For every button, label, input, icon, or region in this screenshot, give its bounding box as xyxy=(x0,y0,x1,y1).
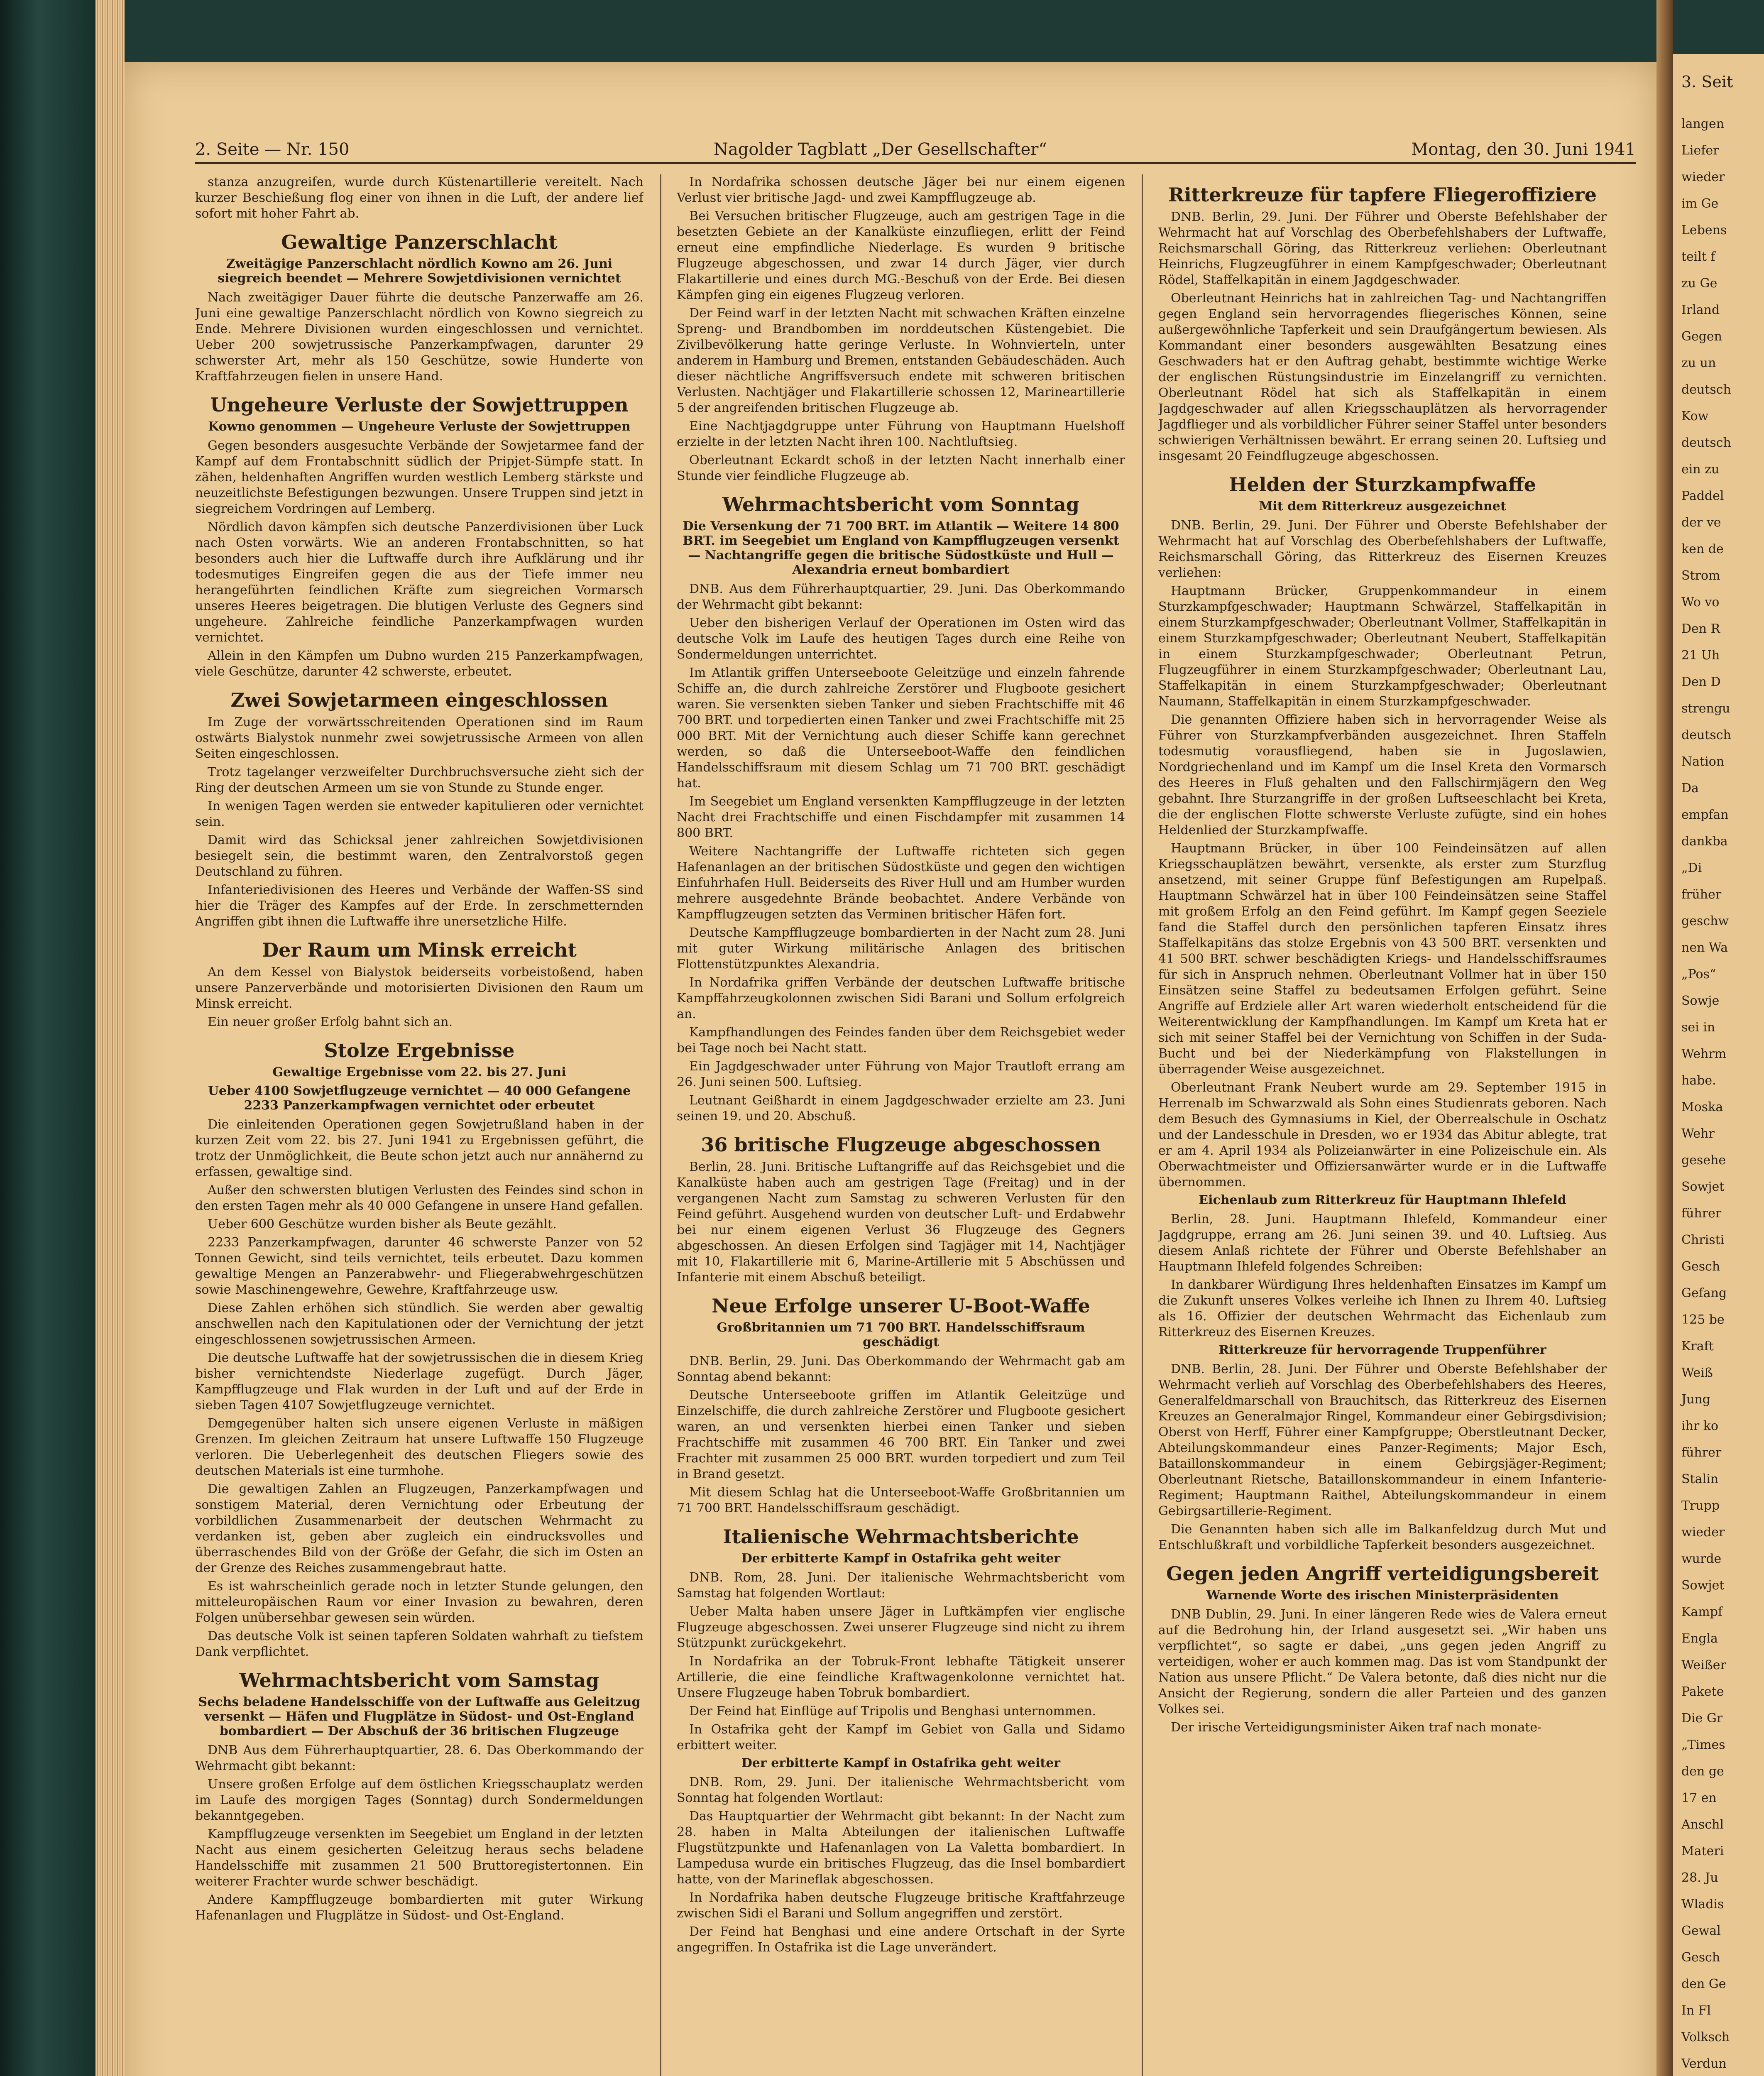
article-paragraph: An dem Kessel von Bialystok beiderseits vorbeistoßend, haben unsere Panzerverbände und motorisierten Divisionen den Raum um Minsk erreicht. xyxy=(195,965,643,1011)
facing-page-line: Sowjet xyxy=(1681,1578,1725,1593)
facing-page-line: Strom xyxy=(1681,568,1720,583)
article-paragraph: Allein in den Kämpfen um Dubno wurden 215 Panzerkampfwagen, viele Geschütze, darunter 42 schwerste, erbeutet. xyxy=(195,649,643,679)
article-paragraph: Nördlich davon kämpfen sich deutsche Panzerdivisionen über Luck nach Osten vorwärts. Wie an anderen Frontabschnitten, so hat besonders auch hier die Luftwaffe durch ihre Aufklärung und ihr todesmutiges Eingreifen gegen die aus der Tiefe immer neu herangeführten feindlichen Kräfte zum siegreichen Vormarsch unseres Heeres beigetragen. Die blutigen Verluste des Gegners sind ungeheure. Zahlreiche feindliche Panzerkampfwagen wurden vernichtet. xyxy=(195,520,643,645)
article-paragraph: Berlin, 28. Juni. Hauptmann Ihlefeld, Kommandeur einer Jagdgruppe, errang am 26. Juni seinen 39. und 40. Luftsieg. Aus diesem Anlaß richtete der Führer und Oberste Befehlshaber an Hauptmann Ihlefeld folgendes Schreiben: xyxy=(1158,1212,1607,1274)
article-subheadline: Eichenlaub zum Ritterkreuz für Hauptmann Ihlefeld xyxy=(1199,1193,1566,1207)
article-subheadline: Ueber 4100 Sowjetflugzeuge vernichtet — 40 000 Gefangene 2233 Panzerkampfwagen vernichtet oder erbeutet xyxy=(208,1084,631,1113)
article-subheadline: Ritterkreuze für hervorragende Truppenführer xyxy=(1218,1343,1546,1357)
article-paragraph: Deutsche Kampfflugzeuge bombardierten in der Nacht zum 28. Juni mit guter Wirkung militärische Anlagen des britischen Flottenstützpunktes Alexandria. xyxy=(677,925,1125,972)
article-paragraph: In Nordafrika griffen Verbände der deutschen Luftwaffe britische Kampffahrzeugkolonnen zwischen Sidi Barani und Sollum erfolgreich an. xyxy=(677,975,1125,1021)
article-subheadline: Der erbitterte Kampf in Ostafrika geht weiter xyxy=(741,1756,1061,1770)
article-paragraph: stanza anzugreifen, wurde durch Küstenartillerie vereitelt. Nach kurzer Beschießung flog einer von ihnen in die Luft, der andere lief sofort mit hoher Fahrt ab. xyxy=(195,175,643,221)
article-paragraph: Nach zweitägiger Dauer führte die deutsche Panzerwaffe am 26. Juni eine gewaltige Panzerschlacht nördlich von Kowno siegreich zu Ende. Mehrere Divisionen wurden eingeschlossen und vernichtet. Ueber 200 sowjetrussische Panzerkampfwagen, darunter 29 schwerster Art, mehr als 150 Geschütze, sowie Hunderte von Kraftfahrzeugen fielen in unsere Hand. xyxy=(195,290,643,384)
facing-page-line: Gesch xyxy=(1681,1259,1720,1274)
facing-page-line: Nation xyxy=(1681,754,1725,769)
facing-page-line: 125 be xyxy=(1681,1312,1725,1327)
article-paragraph: Ueber 600 Geschütze wurden bisher als Beute gezählt. xyxy=(208,1217,557,1231)
article-headline: Wehrmachtsbericht vom Samstag xyxy=(239,1669,599,1692)
article-paragraph: Ein neuer großer Erfolg bahnt sich an. xyxy=(208,1015,453,1029)
facing-page-line: gesehe xyxy=(1681,1153,1726,1168)
article-paragraph: Ein Jagdgeschwader unter Führung von Major Trautloft errang am 26. Juni seinen 500. Luftsieg. xyxy=(677,1059,1125,1089)
facing-page-line: Kow xyxy=(1681,409,1709,424)
facing-page-line: Liefer xyxy=(1681,143,1719,158)
column-3 xyxy=(1158,174,1607,2076)
article-paragraph: Im Zuge der vorwärtsschreitenden Operationen sind im Raum ostwärts Bialystok nunmehr zwei sowjetrussische Armeen von allen Seiten eingeschlossen. xyxy=(195,715,643,761)
article-headline: Ritterkreuze für tapfere Fliegeroffiziere xyxy=(1168,184,1597,206)
article-headline: Italienische Wehrmachtsberichte xyxy=(723,1525,1079,1548)
article-headline: Ungeheure Verluste der Sowjettruppen xyxy=(210,394,629,416)
article-paragraph: DNB. Aus dem Führerhauptquartier, 29. Juni. Das Oberkommando der Wehrmacht gibt bekannt: xyxy=(677,582,1125,612)
page-header xyxy=(195,137,1636,164)
article-paragraph: Der Feind hat Benghasi und eine andere Ortschaft in der Syrte angegriffen. In Ostafrika ist die Lage unverändert. xyxy=(677,1924,1125,1955)
article-paragraph: In Ostafrika geht der Kampf im Gebiet von Galla und Sidamo erbittert weiter. xyxy=(677,1722,1125,1753)
column-rule xyxy=(660,174,661,2076)
article-paragraph: Die einleitenden Operationen gegen Sowjetrußland haben in der kurzen Zeit vom 22. bis 27. Juni 1941 zu Ergebnissen geführt, die trotz der Unmöglichkeit, die Beute schon jetzt auch nur annähernd zu erfassen, gewaltige sind. xyxy=(195,1117,643,1179)
article-paragraph: Deutsche Unterseeboote griffen im Atlantik Geleitzüge und Einzelschiffe, die durch zahlreiche Zerstörer und Flugboote gesichert waren, an und versenkten hierbei einen Tanker und sieben Frachtschiffe mit zusammen 46 700 BRT. Ein Tanker und zwei Frachter mit zusammen 25 000 BRT. wurden torpediert und zum Teil in Brand gesetzt. xyxy=(677,1388,1125,1481)
facing-page-line: Den R xyxy=(1681,622,1720,636)
article-headline: Der Raum um Minsk erreicht xyxy=(262,939,577,961)
facing-page-line: Gewal xyxy=(1681,1924,1721,1938)
issue-date: Montag, den 30. Juni 1941 xyxy=(1411,140,1636,159)
facing-page-line: 17 en xyxy=(1681,1791,1717,1805)
facing-page-line: Kampf xyxy=(1681,1605,1723,1619)
facing-page-line: Den D xyxy=(1681,675,1721,689)
article-paragraph: Gegen besonders ausgesuchte Verbände der Sowjetarmee fand der Kampf auf dem Frontabschnitt südlich der Pripjet-Sümpfe statt. In zähen, heldenhaften Angriffen wurden westlich Lemberg stärkste und neuzeitlichste Befestigungen bezwungen. Unsere Truppen sind jetzt in siegreichem Vordringen auf Lemberg. xyxy=(195,438,643,516)
article-headline: Gegen jeden Angriff verteidigungsbereit xyxy=(1166,1562,1599,1585)
article-headline: Wehrmachtsbericht vom Sonntag xyxy=(722,493,1079,516)
column-1 xyxy=(195,174,643,2076)
facing-page-line: der ve xyxy=(1681,515,1721,530)
article-headline: 36 britische Flugzeuge abgeschossen xyxy=(701,1133,1101,1156)
article-subheadline: Warnende Worte des irischen Ministerpräsidenten xyxy=(1206,1588,1559,1603)
article-paragraph: DNB. Rom, 28. Juni. Der italienische Wehrmachtsbericht vom Samstag hat folgenden Wortlaut: xyxy=(677,1570,1125,1601)
article-paragraph: Die gewaltigen Zahlen an Flugzeugen, Panzerkampfwagen und sonstigem Material, deren Vernichtung oder Erbeutung der vorbildlichen Zusammenarbeit der deutschen Wehrmacht zu verdanken ist, geben aber zugleich ein eindrucksvolles und überraschendes Bild von der Größe der Gefahr, die sich im Osten an der Grenze des Reiches zusammengebraut hatte. xyxy=(195,1482,643,1575)
article-paragraph: Eine Nachtjagdgruppe unter Führung von Hauptmann Huelshoff erzielte in der letzten Nacht ihren 100. Nachtluftsieg. xyxy=(677,419,1125,449)
article-paragraph: Mit diesem Schlag hat die Unterseeboot-Waffe Großbritannien um 71 700 BRT. Handelsschiffsraum geschädigt. xyxy=(677,1485,1125,1515)
facing-page-line: wieder xyxy=(1681,170,1725,184)
article-subheadline: Sechs beladene Handelsschiffe von der Luftwaffe aus Geleitzug versenkt — Häfen und Flugplätze in Südost- und Ost-England bombardiert — Der Abschuß der 36 britischen Flugzeuge xyxy=(198,1695,641,1738)
book-binding xyxy=(0,0,95,2076)
article-paragraph: Andere Kampfflugzeuge bombardierten mit guter Wirkung Hafenanlagen und Flugplätze in Südost- und Ost-England. xyxy=(195,1892,643,1923)
facing-page-line: Materi xyxy=(1681,1844,1724,1858)
facing-page-line: ein zu xyxy=(1681,462,1720,477)
facing-page-line: den Ge xyxy=(1681,1977,1726,1991)
facing-page-line: Wehr xyxy=(1681,1126,1715,1141)
article-paragraph: DNB. Rom, 29. Juni. Der italienische Wehrmachtsbericht vom Sonntag hat folgenden Wortlaut: xyxy=(677,1775,1125,1805)
facing-page-line: früher xyxy=(1681,887,1722,902)
article-paragraph: Trotz tagelanger verzweifelter Durchbruchsversuche zieht sich der Ring der deutschen Armeen um sie von Stunde zu Stunde enger. xyxy=(195,765,643,795)
article-paragraph: Außer den schwersten blutigen Verlusten des Feindes sind schon in den ersten Tagen mehr als 40 000 Gefangene in unsere Hand gefallen. xyxy=(195,1183,643,1213)
facing-page-line: ken de xyxy=(1681,542,1724,556)
article-paragraph: DNB Aus dem Führerhauptquartier, 28. 6. Das Oberkommando der Wehrmacht gibt bekannt: xyxy=(195,1743,643,1773)
article-paragraph: Der Feind warf in der letzten Nacht mit schwachen Kräften einzelne Spreng- und Brandbomben im norddeutschen Küstengebiet. Die Zivilbevölkerung hatte geringe Verluste. In Wohnvierteln, unter anderem in Hamburg und Bremen, entstanden Gebäudeschäden. Auch dieser nächtliche Angriffsversuch endete mit schweren britischen Verlusten. Nachtjäger und Flakartillerie schossen 12, Marineartillerie 5 der angreifenden britischen Flugzeuge ab. xyxy=(677,306,1125,415)
facing-page-line: sei in xyxy=(1681,1020,1715,1035)
article-paragraph: In Nordafrika schossen deutsche Jäger bei nur einem eigenen Verlust vier britische Jagd- und zwei Kampfflugzeuge ab. xyxy=(677,175,1125,205)
facing-page-line: Kraft xyxy=(1681,1339,1714,1354)
article-paragraph: Oberleutnant Eckardt schoß in der letzten Nacht innerhalb einer Stunde vier feindliche Flugzeuge ab. xyxy=(677,453,1125,483)
article-headline: Zwei Sowjetarmeen eingeschlossen xyxy=(230,689,608,711)
facing-page-line: deutsch xyxy=(1681,382,1731,397)
article-headline: Stolze Ergebnisse xyxy=(324,1039,515,1062)
facing-page-line: wieder xyxy=(1681,1525,1725,1540)
article-paragraph: Der irische Verteidigungsminister Aiken traf nach monate- xyxy=(1171,1720,1542,1735)
facing-page-line: ihr ko xyxy=(1681,1419,1719,1433)
facing-page-line: Moska xyxy=(1681,1100,1723,1114)
newspaper-page xyxy=(125,62,1656,2076)
facing-page-line: Sowje xyxy=(1681,994,1720,1008)
facing-page-line: führer xyxy=(1681,1206,1722,1221)
facing-page-line: Jung xyxy=(1681,1392,1710,1407)
facing-page-line: In Fl xyxy=(1681,2003,1711,2018)
facing-page-line: Da xyxy=(1681,781,1699,796)
facing-page-line: dankba xyxy=(1681,834,1728,849)
article-paragraph: In dankbarer Würdigung Ihres heldenhaften Einsatzes im Kampf um die Zukunft unseres Volkes verleihe ich Ihnen zu Ihrem 40. Luftsieg als 16. Offizier der deutschen Wehrmacht das Eichenlaub zum Ritterkreuz des Eisernen Kreuzes. xyxy=(1158,1278,1607,1339)
facing-page-line: deutsch xyxy=(1681,728,1731,742)
facing-page-line: langen xyxy=(1681,117,1725,131)
article-paragraph: Damit wird das Schicksal jener zahlreichen Sowjetdivisionen besiegelt sein, die bestimmt waren, den Zentralvorstoß gegen Deutschland zu führen. xyxy=(195,833,643,879)
article-headline: Neue Erfolge unserer U-Boot-Waffe xyxy=(712,1295,1090,1317)
article-paragraph: Es ist wahrscheinlich gerade noch in letzter Stunde gelungen, den mitteleuropäischen Raum vor einer Invasion zu bewahren, deren Folgen unübersehbar gewesen sein würden. xyxy=(195,1579,643,1625)
facing-page-line: Anschl xyxy=(1681,1817,1724,1832)
article-headline: Helden der Sturzkampfwaffe xyxy=(1229,473,1536,496)
article-paragraph: Ueber Malta haben unsere Jäger in Luftkämpfen vier englische Flugzeuge abgeschossen. Zwei unserer Flugzeuge sind nicht zu ihrem Stützpunkt zurückgekehrt. xyxy=(677,1604,1125,1650)
facing-page-line: wurde xyxy=(1681,1552,1722,1566)
article-paragraph: Demgegenüber halten sich unsere eigenen Verluste in mäßigen Grenzen. Im gleichen Zeitraum hat unsere Luftwaffe 150 Flugzeuge verloren. Die Ueberlegenheit des deutschen Fliegers sowie des deutschen Materials ist eine turmhohe. xyxy=(195,1416,643,1478)
facing-page-line: „Pos“ xyxy=(1681,967,1716,982)
facing-page-line: Christi xyxy=(1681,1233,1725,1247)
facing-page-line: Gesch xyxy=(1681,1950,1720,1965)
facing-page-line: Weiß xyxy=(1681,1366,1713,1380)
facing-page xyxy=(1673,54,1764,2076)
article-paragraph: Infanteriedivisionen des Heeres und Verbände der Waffen-SS sind hier die Träger des Kampfes auf der Erde. In zerschmetternden Angriffen gibt ihnen die Luftwaffe ihre unersetzliche Hilfe. xyxy=(195,883,643,929)
article-subheadline: Großbritannien um 71 700 BRT. Handelsschiffsraum geschädigt xyxy=(717,1320,1085,1349)
facing-page-line: zu un xyxy=(1681,356,1716,370)
article-paragraph: Im Atlantik griffen Unterseeboote Geleitzüge und einzeln fahrende Schiffe an, die durch zahlreiche Zerstörer und Flugboote gesichert waren. Sie versenkten sieben Tanker und sieben Frachtschiffe mit 46 700 BRT. und torpedierten einen Tanker und zwei Frachtschiffe mit 25 000 BRT. Mit der Vernichtung auch dieser Schiffe kann gerechnet werden, so daß die Unterseeboot-Waffe den feindlichen Handelsschiffsraum mit diesem Schlag um 71 700 BRT. geschädigt hat. xyxy=(677,666,1125,791)
article-subheadline: Zweitägige Panzerschlacht nördlich Kowno am 26. Juni siegreich beendet — Mehrere Sowjetdivisionen vernichtet xyxy=(218,257,621,286)
facing-page-line: Wo vo xyxy=(1681,595,1720,610)
facing-page-line: „Di xyxy=(1681,861,1702,875)
facing-page-line: Wladis xyxy=(1681,1897,1724,1912)
article-paragraph: Diese Zahlen erhöhen sich stündlich. Sie werden aber gewaltig anschwellen nach den Kapitulationen oder der Vernichtung der jetzt eingeschlossenen sowjetrussischen Armeen. xyxy=(195,1301,643,1347)
article-paragraph: Die genannten Offiziere haben sich in hervorragender Weise als Führer von Sturzkampfverbänden ausgezeichnet. Ihren Staffeln todesmutig vorausfliegend, haben sie in Jugoslawien, Nordgriechenland und im Kampf um die Insel Kreta den Vormarsch des Heeres in Fluß gehalten und den Fallschirmjägern den Weg gebahnt. Ihre Sturzangriffe in der großen Luftseeschlacht bei Kreta, die der englischen Flotte schwerste Verluste zufügte, sind ein hohes Heldenlied der Sturzkampfwaffe. xyxy=(1158,712,1607,837)
article-paragraph: Bei Versuchen britischer Flugzeuge, auch am gestrigen Tage in die besetzten Gebiete an der Kanalküste einzufliegen, erlitt der Feind erneut eine empfindliche Niederlage. Es wurden 9 britische Flugzeuge abgeschossen, und zwar 14 durch Jäger, vier durch Flakartillerie und eines durch MG.-Beschuß von der Erde. Bei diesen Kämpfen ging ein eigenes Flugzeug verloren. xyxy=(677,209,1125,302)
article-paragraph: In Nordafrika haben deutsche Flugzeuge britische Kraftfahrzeuge zwischen Sidi el Barani und Sollum angegriffen und zerstört. xyxy=(677,1890,1125,1921)
facing-page-line: teilt f xyxy=(1681,250,1715,264)
facing-page-line: Paddel xyxy=(1681,489,1724,503)
facing-page-line: geschw xyxy=(1681,914,1729,928)
article-paragraph: Kampfhandlungen des Feindes fanden über dem Reichsgebiet weder bei Tage noch bei Nacht statt. xyxy=(677,1025,1125,1055)
facing-page-line: Pakete xyxy=(1681,1684,1724,1699)
article-paragraph: Berlin, 28. Juni. Britische Luftangriffe auf das Reichsgebiet und die Kanalküste haben auch am gestrigen Tage (Freitag) und in der vergangenen Nacht zum Samstag zu schweren Verlusten für den Feind geführt. Ausgehend wurden von deutscher Luft- und Erdabwehr bei nur einem eigenen Verlust 36 Flugzeuge des Gegners abgeschossen. An diesen Erfolgen sind Tagjäger mit 14, Nachtjäger mit 10, Flakartillerie mit 6, Marine-Artillerie mit 5 Abschüssen und Infanterie mit einem Abschuß beteiligt. xyxy=(677,1160,1125,1285)
facing-page-line: 21 Uh xyxy=(1681,648,1720,663)
column-rule xyxy=(1142,174,1143,2076)
book-gutter xyxy=(1656,0,1673,2076)
article-paragraph: Leutnant Geißhardt in einem Jagdgeschwader erzielte am 23. Juni seinen 19. und 20. Abschuß. xyxy=(677,1093,1125,1124)
newspaper-title: Nagolder Tagblatt „Der Gesellschafter“ xyxy=(713,140,1047,159)
article-paragraph: 2233 Panzerkampfwagen, darunter 46 schwerste Panzer von 52 Tonnen Gewicht, sind teils vernichtet, teils erbeutet. Dazu kommen gewaltige Mengen an Panzerabwehr- und Fliegerabwehrgeschützen sowie Maschinengewehre, Gewehre, Kraftfahrzeuge usw. xyxy=(195,1235,643,1297)
facing-page-line: habe. xyxy=(1681,1073,1716,1088)
facing-page-line: Die Gr xyxy=(1681,1711,1723,1726)
article-paragraph: Das Hauptquartier der Wehrmacht gibt bekannt: In der Nacht zum 28. haben in Malta Abteilungen der italienischen Luftwaffe Flugstützpunkte und Hafenanlagen von La Valetta bombardiert. In Lampedusa wurde ein britisches Flugzeug, das die Insel bombardiert hatte, von der Marineflak abgeschossen. xyxy=(677,1809,1125,1887)
facing-page-header: 3. Seit xyxy=(1681,73,1733,91)
facing-page-line: im Ge xyxy=(1681,196,1719,211)
facing-page-line: Gegen xyxy=(1681,329,1722,344)
article-paragraph: DNB Dublin, 29. Juni. In einer längeren Rede wies de Valera erneut auf die Bedrohung hin, der Irland ausgesetzt sei. „Wir haben uns verpflichtet“, so sagte er dabei, „uns gegen jeden Angriff zu verteidigen, woher er auch kommen mag. Das ist vom Standpunkt der Nation aus unsere Pflicht.“ De Valera betonte, daß dies nicht nur die Ansicht der Regierung, sondern die aller Parteien und des ganzen Volkes sei. xyxy=(1158,1607,1607,1716)
facing-page-line: Irland xyxy=(1681,303,1720,317)
article-paragraph: In Nordafrika an der Tobruk-Front lebhafte Tätigkeit unserer Artillerie, die eine feindliche Kraftwagenkolonne vernichtet hat. Unsere Flugzeuge haben Tobruk bombardiert. xyxy=(677,1654,1125,1700)
article-paragraph: In wenigen Tagen werden sie entweder kapitulieren oder vernichtet sein. xyxy=(195,799,643,829)
facing-page-line: deutsch xyxy=(1681,436,1731,450)
facing-page-line: Verdun xyxy=(1681,2056,1727,2071)
article-paragraph: Der Feind hat Einflüge auf Tripolis und Benghasi unternommen. xyxy=(689,1704,1096,1719)
article-subheadline: Die Versenkung der 71 700 BRT. im Atlantik — Weitere 14 800 BRT. im Seegebiet um England von Kampfflugzeugen versenkt — Nachtangriffe gegen die britische Südostküste und Hull — Alexandria erneut bombardiert xyxy=(683,519,1119,577)
article-paragraph: Unsere großen Erfolge auf dem östlichen Kriegsschauplatz werden im Laufe des morgigen Tages (Sonntag) durch Sondermeldungen bekanntgegeben. xyxy=(195,1777,643,1823)
article-subheadline: Kowno genommen — Ungeheure Verluste der Sowjettruppen xyxy=(208,419,631,434)
article-paragraph: Kampfflugzeuge versenkten im Seegebiet um England in der letzten Nacht aus einem gesicherten Geleitzug heraus sechs beladene Handelsschiffe mit zusammen 21 500 Bruttoregistertonnen. Ein weiterer Frachter wurde schwer beschädigt. xyxy=(195,1827,643,1889)
page-number: 2. Seite — Nr. 150 xyxy=(195,140,350,159)
facing-page-line: 28. Ju xyxy=(1681,1870,1718,1885)
facing-page-line: Volksch xyxy=(1681,2030,1730,2044)
article-paragraph: Hauptmann Brücker, Gruppenkommandeur in einem Sturzkampfgeschwader; Hauptmann Schwärzel, Staffelkapitän in einem Sturzkampfgeschwader; Oberleutnant Vollmer, Staffelkapitän in einem Sturzkampfgeschwader; Oberleutnant Neubert, Staffelkapitän in einem Sturzkampfgeschwader; Oberleutnant Petrun, Flugzeugführer in einem Sturzkampfgeschwader; Oberleutnant Lau, Staffelkapitän in einem Sturzkampfgeschwader; Oberleutnant Naumann, Staffelkapitän in einem Sturzkampfgeschwader. xyxy=(1158,584,1607,709)
article-paragraph: DNB. Berlin, 29. Juni. Das Oberkommando der Wehrmacht gab am Sonntag abend bekannt: xyxy=(677,1354,1125,1384)
facing-page-line: Weißer xyxy=(1681,1658,1726,1672)
article-paragraph: Im Seegebiet um England versenkten Kampfflugzeuge in der letzten Nacht drei Frachtschiffe und einen Fischdampfer mit zusammen 14 800 BRT. xyxy=(677,794,1125,840)
facing-page-line: empfan xyxy=(1681,808,1729,822)
page-edges xyxy=(95,0,125,2076)
article-subheadline: Der erbitterte Kampf in Ostafrika geht weiter xyxy=(741,1551,1061,1566)
facing-page-line: Stalin xyxy=(1681,1472,1719,1486)
article-headline: Gewaltige Panzerschlacht xyxy=(281,231,558,253)
article-paragraph: Hauptmann Brücker, in über 100 Feindeinsätzen auf allen Kriegsschauplätzen bewährt, versenkte, als erster zum Sturzflug ansetzend, mit seiner Gruppe fünf Befestigungen am Rupelpaß. Hauptmann Schwärzel hat in über 100 Feindeinsätzen seine Staffel mit großem Erfolg an den Feind geführt. Im Kampf gegen Seeziele fand die Staffel durch den persönlichen tapferen Einsatz ihres Staffelkapitäns das stolze Ergebnis von 43 500 BRT. versenkten und 41 500 BRT. schwer beschädigten Kriegs- und Handelsschiffsraumes für sich in Anspruch nehmen. Oberleutnant Vollmer hat in über 150 Einsätzen seine Staffel zu bedeutsamen Erfolgen geführt. Seine Angriffe auf Erdziele aller Art waren wiederholt entscheidend für die Weiterentwicklung der Kampfhandlungen. Im Kampf um Kreta hat er sich mit seiner Staffel bei der Vernichtung von Schiffen in der Suda-Bucht und bei der Niederkämpfung von Flakstellungen in überragender Weise ausgezeichnet. xyxy=(1158,841,1607,1077)
article-paragraph: Weitere Nachtangriffe der Luftwaffe richteten sich gegen Hafenanlagen an der britischen Südostküste und gegen den wichtigen Einfuhrhafen Hull. Beiderseits des River Hull und am Humber wurden mehrere ausgedehnte Brände beobachtet. Andere Verbände von Kampfflugzeugen setzten das Verminen britischer Häfen fort. xyxy=(677,844,1125,922)
facing-page-line: führer xyxy=(1681,1445,1722,1460)
facing-page-line: nen Wa xyxy=(1681,940,1728,955)
facing-page-line: den ge xyxy=(1681,1764,1724,1779)
facing-page-line: zu Ge xyxy=(1681,276,1718,291)
article-paragraph: DNB. Berlin, 29. Juni. Der Führer und Oberste Befehlshaber der Wehrmacht hat auf Vorschlag des Oberbefehlshabers der Luftwaffe, Reichsmarschall Göring, das Ritterkreuz verliehen: Oberleutnant Heinrichs, Flugzeugführer in einem Kampfgeschwader; Oberleutnant Rödel, Staffelkapitän in einem Jagdgeschwader. xyxy=(1158,210,1607,287)
facing-page-line: Lebens xyxy=(1681,223,1727,237)
facing-page-line: Trupp xyxy=(1681,1498,1720,1513)
column-2 xyxy=(677,174,1125,2076)
article-paragraph: Oberleutnant Heinrichs hat in zahlreichen Tag- und Nachtangriffen gegen England sein hervorragendes fliegerisches Können, seine außergewöhnliche Tapferkeit und sein Draufgängertum bewiesen. Als Kommandant einer besonders ausgewählten Besatzung eines Geschwaders hat er den Auftrag gehabt, bestimmte wichtige Werke der englischen Rüstungsindustrie im Einzelangriff zu vernichten. Oberleutnant Rödel hat sich als Staffelkapitän in einem Jagdgeschwader auf allen Kriegsschauplätzen als hervorragender Jagdflieger und als vorbildlicher Führer seiner Staffel unter besonders schwierigen Verhältnissen bewährt. Er errang seinen 20. Luftsieg und insgesamt 20 Feindflugzeuge abgeschossen. xyxy=(1158,291,1607,463)
facing-page-line: Wehrm xyxy=(1681,1047,1727,1061)
facing-page-line: Gefang xyxy=(1681,1286,1727,1300)
facing-page-line: Sowjet xyxy=(1681,1180,1725,1194)
article-paragraph: DNB. Berlin, 29. Juni. Der Führer und Oberste Befehlshaber der Wehrmacht hat auf Vorschlag des Oberbefehlshabers der Luftwaffe, Reichsmarschall Göring, das Ritterkreuz des Eisernen Kreuzes verliehen: xyxy=(1158,518,1607,580)
article-paragraph: Ueber den bisherigen Verlauf der Operationen im Osten wird das deutsche Volk im Laufe des heutigen Tages durch eine Reihe von Sondermeldungen unterrichtet. xyxy=(677,616,1125,662)
facing-page-line: Engla xyxy=(1681,1631,1718,1646)
article-subheadline: Mit dem Ritterkreuz ausgezeichnet xyxy=(1259,499,1506,514)
facing-page-line: „Times xyxy=(1681,1738,1725,1752)
article-paragraph: Oberleutnant Frank Neubert wurde am 29. September 1915 in Herrenalb im Schwarzwald als Sohn eines Studienrats geboren. Nach dem Besuch des Gymnasiums in Kiel, der Oberrealschule in Oschatz und der Landesschule in Dresden, wo er 1934 das Abitur ablegte, trat er am 4. April 1934 als Polizeianwärter in eine Polizeischule ein. Als Oberwachtmeister und Offiziersanwärter wurde er in die Luftwaffe übernommen. xyxy=(1158,1080,1607,1190)
article-subheadline: Gewaltige Ergebnisse vom 22. bis 27. Juni xyxy=(272,1065,566,1080)
article-paragraph: Die Genannten haben sich alle im Balkanfeldzug durch Mut und Entschlußkraft und vorbildliche Tapferkeit besonders ausgezeichnet. xyxy=(1158,1522,1607,1552)
facing-page-line: strengu xyxy=(1681,701,1730,716)
article-paragraph: Das deutsche Volk ist seinen tapferen Soldaten wahrhaft zu tiefstem Dank verpflichtet. xyxy=(195,1629,643,1659)
article-paragraph: Die deutsche Luftwaffe hat der sowjetrussischen die in diesem Krieg bisher vernichtendste Niederlage zugefügt. Durch Jäger, Kampfflugzeuge und Flak wurden in der Luft und auf der Erde in sieben Tagen 4107 Sowjetflugzeuge vernichtet. xyxy=(195,1351,643,1413)
article-paragraph: DNB. Berlin, 28. Juni. Der Führer und Oberste Befehlshaber der Wehrmacht verlieh auf Vorschlag des Oberbefehlshabers des Heeres, Generalfeldmarschall von Brauchitsch, das Ritterkreuz des Eisernen Kreuzes an Generalmajor Ringel, Kommandeur einer Gebirgsdivision; Oberst von Herff, Führer einer Kampfgruppe; Oberstleutnant Decker, Abteilungskommandeur eines Panzer-Regiments; Major Esch, Bataillonskommandeur in einem Gebirgsjäger-Regiment; Oberleutnant Rietsche, Bataillonskommandeur in einem Infanterie-Regiment; Hauptmann Raithel, Abteilungskommandeur in einem Gebirgsartillerie-Regiment. xyxy=(1158,1362,1607,1518)
